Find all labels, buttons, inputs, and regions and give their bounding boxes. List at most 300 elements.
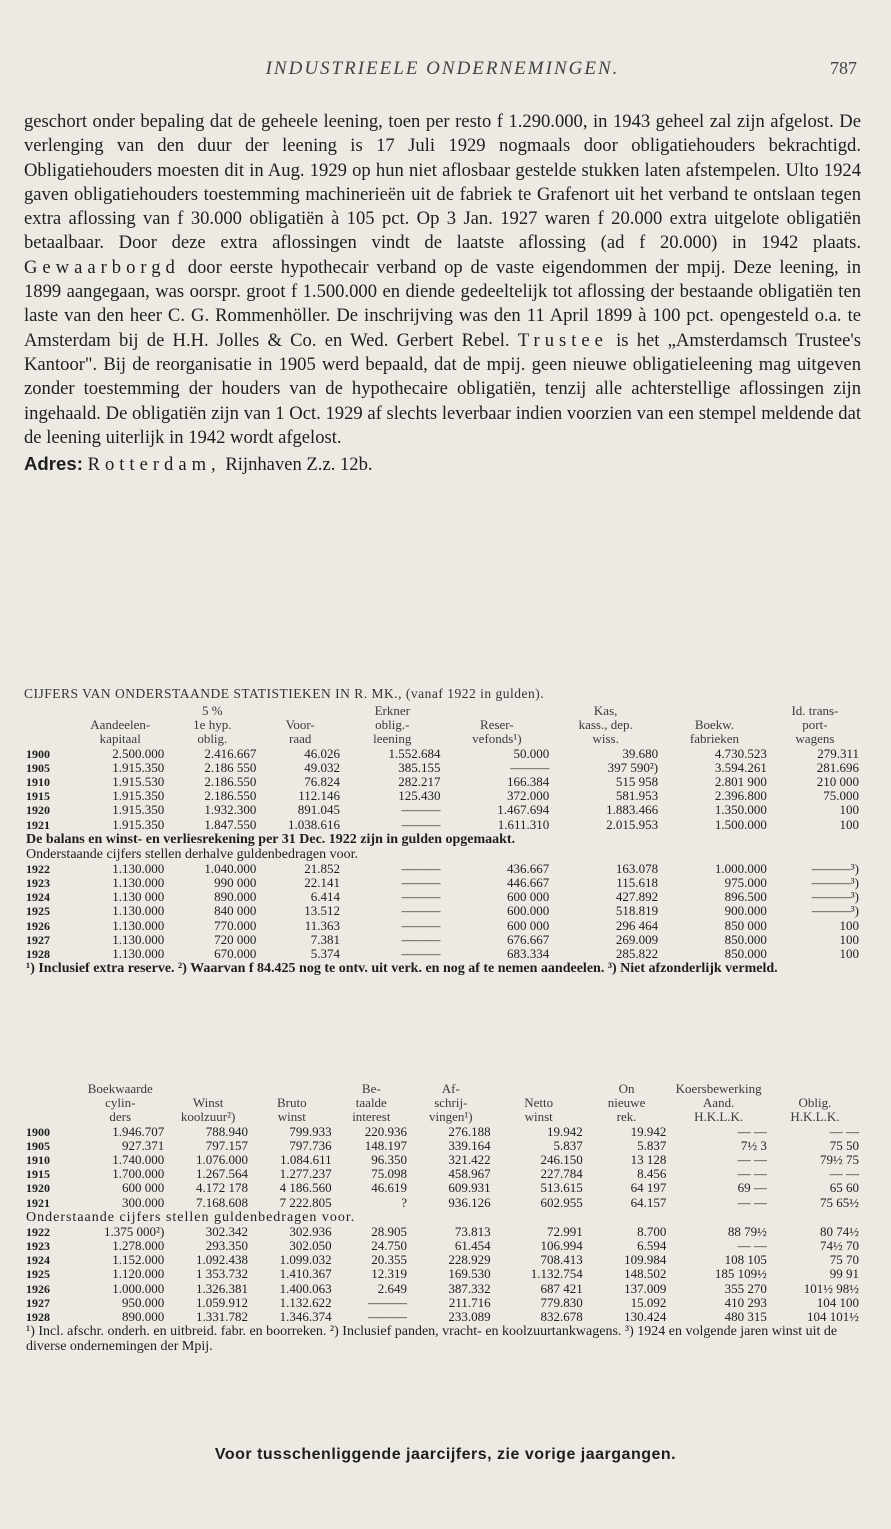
year-cell: 1927 xyxy=(26,1295,50,1310)
year-cell: 1910 xyxy=(26,1153,50,1168)
table-cell: 163.078 xyxy=(615,861,659,876)
table-cell: 279.311 xyxy=(817,746,859,761)
year-cell: 1925 xyxy=(26,1267,50,1282)
table-cell: 1.932.300 xyxy=(204,803,257,818)
table-cell: 1.740.000 xyxy=(112,1153,165,1168)
header-cell: Aandeelen- xyxy=(90,718,151,733)
header-cell: Id. trans- xyxy=(791,704,839,718)
table-row xyxy=(24,1167,861,1181)
year-cell: 1922 xyxy=(26,1224,50,1239)
table-cell: 69 — xyxy=(737,1181,767,1196)
table-cell: 285.822 xyxy=(615,947,659,962)
table-cell: 246.150 xyxy=(540,1153,583,1168)
table-cell: 125.430 xyxy=(398,789,441,804)
table-cell: 670.000 xyxy=(214,947,257,962)
table-cell: 446.667 xyxy=(507,876,550,891)
header-cell xyxy=(166,1082,250,1096)
header-cell: kapitaal xyxy=(99,732,141,747)
table-cell: 600 000 xyxy=(507,918,550,933)
table-row xyxy=(24,1225,861,1239)
table-cell: 4.730.523 xyxy=(714,746,767,761)
year-cell: 1915 xyxy=(26,1167,50,1182)
year-cell: 1910 xyxy=(26,775,50,790)
address-line xyxy=(24,452,861,477)
header-cell: nieuwe xyxy=(607,1096,646,1111)
header-cell: Boekw. xyxy=(694,718,735,733)
table-cell: 1 353.732 xyxy=(195,1267,248,1282)
header-cell: 1e hyp. xyxy=(193,718,232,733)
table-cell: 75.000 xyxy=(823,789,859,804)
table-cell: 19.942 xyxy=(546,1124,583,1139)
table-cell: 228.929 xyxy=(448,1253,491,1268)
table-row xyxy=(24,1181,861,1195)
year-cell: 1925 xyxy=(26,904,50,919)
table-cell: 436.667 xyxy=(507,861,550,876)
table-cell: 100 xyxy=(839,932,859,947)
header-cell: cylin- xyxy=(105,1096,136,1111)
table-cell: 321.422 xyxy=(448,1153,491,1168)
header-cell: kass., dep. xyxy=(578,718,633,733)
table-cell: 890.000 xyxy=(122,1310,165,1325)
table-cell: 1.346.374 xyxy=(279,1310,332,1325)
year-cell: 1924 xyxy=(26,1253,50,1268)
table-cell: 339.164 xyxy=(448,1138,491,1153)
table-row xyxy=(24,1310,861,1324)
header-cell: leening xyxy=(373,732,412,747)
header-cell: oblig.- xyxy=(375,718,410,733)
year-cell: 1926 xyxy=(26,1281,50,1296)
table-cell: 74½ 70 xyxy=(820,1239,859,1254)
table-cell: 1.076.000 xyxy=(195,1153,248,1168)
table-row xyxy=(24,761,861,775)
table-cell: 75 70 xyxy=(829,1253,859,1268)
statistics-table-2 xyxy=(24,1082,861,1354)
table-cell: 24.750 xyxy=(371,1239,407,1254)
table-cell: — — xyxy=(829,1124,859,1139)
table-cell: 7.168.608 xyxy=(195,1195,248,1210)
table-cell: 76.824 xyxy=(304,775,341,790)
table-cell: 797.157 xyxy=(205,1138,248,1153)
table-cell: 1.326.381 xyxy=(195,1281,248,1296)
header-cell: oblig. xyxy=(197,732,228,747)
header-cell: wagens xyxy=(795,732,835,747)
table-cell: ——— xyxy=(401,918,441,933)
header-cell: taalde xyxy=(355,1096,387,1111)
table-cell: 1.467.694 xyxy=(497,803,550,818)
table-cell: 1.277.237 xyxy=(279,1167,332,1182)
table-cell: ——— xyxy=(401,904,441,919)
text-part-2: door eerste hypothecair verband op de vaste eigendommen der mpij. Deze leening, in 1899 aangegaan, was oorspr. groot f 1.500.000 en diende gedeeltelijk tot aflossing der bestaande obligatiën ten laste van den heer C. G. Rommenhöller. De inschrijving was den 11 April 1899 à 100 pct. opengesteld o.a. te Amsterdam bij de H.H. Jolles & Co. en Wed. Gerbert Rebel. xyxy=(24,256,861,351)
year-cell: 1927 xyxy=(26,932,50,947)
header-cell: koolzuur²) xyxy=(180,1110,236,1125)
table-cell: 1.000.000 xyxy=(112,1281,165,1296)
table-cell: 600.000 xyxy=(507,904,550,919)
table-cell: ——— xyxy=(401,861,441,876)
table-cell: 1.099.032 xyxy=(279,1253,332,1268)
header-cell xyxy=(24,1110,74,1124)
table-row xyxy=(24,747,861,761)
table-cell: ——— xyxy=(401,932,441,947)
table-cell: — — xyxy=(737,1239,767,1254)
table-cell: 1.130.000 xyxy=(112,904,165,919)
table-cell: 1.946.707 xyxy=(112,1124,165,1139)
table-cell: 480 315 xyxy=(724,1310,767,1325)
table-cell: 1.132.754 xyxy=(530,1267,583,1282)
table-row xyxy=(24,890,861,904)
table-cell: 100 xyxy=(839,803,859,818)
table-cell: 80 74½ xyxy=(820,1224,859,1239)
table-cell: 6.414 xyxy=(310,890,341,905)
header-cell: Reser- xyxy=(480,718,514,733)
year-cell: 1905 xyxy=(26,760,50,775)
table-row xyxy=(24,1267,861,1281)
header-cell xyxy=(493,1082,585,1096)
table-cell: 2.649 xyxy=(377,1281,407,1296)
table-cell: — — xyxy=(737,1124,767,1139)
table-cell: 687 421 xyxy=(540,1281,583,1296)
table-cell: 410 293 xyxy=(724,1295,767,1310)
table-cell: 683.334 xyxy=(507,947,550,962)
header-cell xyxy=(660,704,769,718)
table-cell: 227.784 xyxy=(540,1167,583,1182)
table-cell: 3.594.261 xyxy=(714,760,767,775)
table-cell: 1.084.611 xyxy=(280,1153,332,1168)
table-cell: 1.278.000 xyxy=(112,1239,165,1254)
table-cell: 8.456 xyxy=(637,1167,667,1182)
table-cell: ——— xyxy=(401,947,441,962)
table-cell: 7½ 3 xyxy=(740,1138,767,1153)
header-cell: Koersbewerking xyxy=(675,1082,762,1096)
table-cell: 79½ 75 xyxy=(820,1153,859,1168)
table-cell: 1.552.684 xyxy=(388,746,441,761)
table-cell: ——— xyxy=(401,803,441,818)
table-row xyxy=(24,789,861,803)
table-cell: 850.000 xyxy=(724,932,767,947)
header-cell xyxy=(24,1096,74,1110)
table-cell: 302.936 xyxy=(289,1224,332,1239)
table-cell: 602.955 xyxy=(540,1195,583,1210)
table-row xyxy=(24,919,861,933)
table-cell: 385.155 xyxy=(398,760,441,775)
table-cell: 49.032 xyxy=(304,760,341,775)
table-cell: 372.000 xyxy=(507,789,550,804)
footnote-2: ¹) Incl. afschr. onderh. en uitbreid. fabr. en boorreken. ²) Inclusief panden, vracht- en koolzuurtankwagens. ³) 1924 en volgende jaren winst uit de diverse ondernemingen der Mpij. xyxy=(26,1324,838,1355)
table-cell: 518.819 xyxy=(615,904,659,919)
header-cell: vefonds¹) xyxy=(472,732,522,747)
running-title: INDUSTRIEELE ONDERNEMINGEN. xyxy=(265,58,620,79)
header-cell: Winst xyxy=(192,1096,224,1111)
table-cell: 115.618 xyxy=(616,876,659,891)
table-row xyxy=(24,818,861,832)
table-cell: 1.611.310 xyxy=(497,817,550,832)
table-row xyxy=(24,1239,861,1253)
footer-note: Voor tusschenliggende jaarcijfers, zie vorige jaargangen. xyxy=(214,1446,677,1463)
year-cell: 1920 xyxy=(26,803,50,818)
table-cell: 7.381 xyxy=(310,932,341,947)
table-cell: 75 65½ xyxy=(820,1195,859,1210)
table-cell: 88 79½ xyxy=(727,1224,767,1239)
table-cell: 99 91 xyxy=(829,1267,859,1282)
table-cell: 990 000 xyxy=(214,876,257,891)
table-cell: ? xyxy=(401,1195,407,1210)
table-cell: 1.038.616 xyxy=(288,817,341,832)
table-cell: 169.530 xyxy=(448,1267,491,1282)
table-cell: 1.915.530 xyxy=(112,775,165,790)
table-cell: 28.905 xyxy=(371,1224,407,1239)
table-cell: 5.837 xyxy=(553,1138,583,1153)
table-cell: 269.009 xyxy=(615,932,659,947)
table-cell: ———³) xyxy=(811,890,859,905)
header-cell: interest xyxy=(352,1110,391,1125)
header-cell: Boekwaarde xyxy=(87,1082,153,1096)
header-cell: H.K.L.K. xyxy=(694,1110,744,1125)
table-cell: 1.915.350 xyxy=(112,789,165,804)
header-cell: vingen¹) xyxy=(429,1110,473,1125)
table-row xyxy=(24,1282,861,1296)
table-cell: 4 186.560 xyxy=(279,1181,332,1196)
table-cell: 936.126 xyxy=(448,1195,491,1210)
footnote-1: ¹) Inclusief extra reserve. ²) Waarvan f 84.425 nog te ontv. uit verk. en nog af te nemen aandeelen. ³) Niet afzonderlijk vermeld. xyxy=(26,961,778,977)
table-cell: 185 109½ xyxy=(714,1267,767,1282)
table-caption: CIJFERS VAN ONDERSTAANDE STATISTIEKEN IN R. MK., (vanaf 1922 in gulden). xyxy=(24,686,545,701)
year-cell: 1928 xyxy=(26,1310,50,1325)
address-label: Adres: xyxy=(24,453,83,475)
statistics-table-1 xyxy=(24,686,861,976)
header-cell xyxy=(24,732,74,746)
table-cell: 1.915.350 xyxy=(112,803,165,818)
table-cell: 1.130 000 xyxy=(112,890,165,905)
year-cell: 1921 xyxy=(26,817,50,832)
address-street: Rijnhaven Z.z. 12b. xyxy=(225,454,373,476)
header-cell xyxy=(250,1082,334,1096)
table-cell: 296 464 xyxy=(615,918,659,933)
table-row xyxy=(24,947,861,961)
table-cell: 1.120.000 xyxy=(112,1267,165,1282)
table-cell: 210 000 xyxy=(816,775,859,790)
table-cell: 355 270 xyxy=(724,1281,767,1296)
table-cell: 458.967 xyxy=(448,1167,491,1182)
table-cell: 720 000 xyxy=(214,932,257,947)
table-cell: 1.130.000 xyxy=(112,918,165,933)
year-cell: 1922 xyxy=(26,861,50,876)
table-cell: 1.375 000²) xyxy=(104,1224,165,1239)
table-cell: 2.500.000 xyxy=(112,746,165,761)
table-cell: 1.700.000 xyxy=(112,1167,165,1182)
table-row xyxy=(24,876,861,890)
header-row xyxy=(24,1110,861,1124)
header-cell: H.K.L.K. xyxy=(790,1110,840,1125)
table-cell: 1.847.550 xyxy=(204,817,257,832)
table-cell: 233.089 xyxy=(448,1310,491,1325)
table-cell: 797.736 xyxy=(289,1138,332,1153)
table-cell: 2.186 550 xyxy=(204,760,257,775)
table-cell: 1.350.000 xyxy=(714,803,767,818)
text-part-1: geschort onder bepaling dat de geheele leening, toen per resto f 1.290.000, in 1943 geheel zal zijn afgelost. De verlenging van den duur der leening is 17 Juli 1929 nogmaals door obligatiehouders bekrachtigd. Obligatiehouders moesten dit in Aug. 1929 op hun niet aflosbaar gestelde stukken laten afstempelen. Ulto 1924 gaven obligatiehouders toestemming machinerieën uit de fabriek te Grafenort uit het verband te ontslaan tegen extra aflossing van f 30.000 obligatiën à 105 pct. Op 3 Jan. 1927 waren f 20.000 extra uitgelote obligatiën betaalbaar. Door deze extra aflossingen vindt de laatste aflossing (ad f 20.000) in 1942 plaats. xyxy=(24,111,861,254)
table-cell: 8.700 xyxy=(637,1224,667,1239)
year-cell: 1926 xyxy=(26,918,50,933)
table-cell: ——— xyxy=(401,890,441,905)
header-cell: Netto xyxy=(524,1096,554,1111)
header-cell: On xyxy=(618,1082,635,1096)
table-cell: 513.615 xyxy=(540,1181,583,1196)
header-cell: Bruto xyxy=(277,1096,307,1111)
table-cell: 1.400.063 xyxy=(279,1281,332,1296)
table-cell: 11.363 xyxy=(304,918,341,933)
table-cell: 2.186.550 xyxy=(204,789,257,804)
table-cell: ——— xyxy=(401,817,441,832)
header-cell: Aand. xyxy=(702,1096,735,1111)
table-cell: 427.892 xyxy=(615,890,659,905)
table-row xyxy=(24,904,861,918)
note-balance: De balans en winst- en verliesrekening per 31 Dec. 1922 zijn in gulden opgemaakt. xyxy=(26,831,516,847)
table-cell: 788.940 xyxy=(205,1124,248,1139)
address-city: Rotterdam, xyxy=(87,454,221,476)
table-cell: 600 000 xyxy=(507,890,550,905)
table-cell: 65 60 xyxy=(829,1181,859,1196)
table-cell: 100 xyxy=(839,947,859,962)
table-cell: 22.141 xyxy=(304,876,341,891)
header-cell: winst xyxy=(277,1110,306,1125)
header-cell xyxy=(24,704,74,718)
table-2 xyxy=(24,1082,861,1354)
table-cell: 130.424 xyxy=(624,1310,667,1325)
table-cell: 1.267.564 xyxy=(195,1167,248,1182)
header-cell: 5 % xyxy=(202,704,223,718)
header-cell: fabrieken xyxy=(689,732,739,747)
table-cell: 7 222.805 xyxy=(279,1195,332,1210)
table-cell: 850.000 xyxy=(724,947,767,962)
table-cell: 1.152.000 xyxy=(112,1253,165,1268)
table-cell: 96.350 xyxy=(371,1153,407,1168)
header-cell xyxy=(24,1082,74,1096)
table-cell: 900.000 xyxy=(724,904,767,919)
year-cell: 1915 xyxy=(26,789,50,804)
paragraph xyxy=(24,110,861,450)
header-cell: port- xyxy=(802,718,828,733)
table-cell: 1.331.782 xyxy=(195,1310,248,1325)
table-cell: 2.801 900 xyxy=(714,775,767,790)
table-cell: 64.157 xyxy=(630,1195,667,1210)
header-cell: wiss. xyxy=(592,732,619,747)
table-cell: 2.015.953 xyxy=(606,817,659,832)
table-row xyxy=(24,775,861,789)
table-cell: 12.319 xyxy=(371,1267,407,1282)
header-cell: Voor- xyxy=(285,718,315,733)
year-cell: 1921 xyxy=(26,1195,50,1210)
header-cell xyxy=(74,704,166,718)
header-cell: Be- xyxy=(361,1082,381,1096)
table-cell: — — xyxy=(829,1167,859,1182)
header-cell: Af- xyxy=(441,1082,460,1096)
table-cell: 281.696 xyxy=(816,760,859,775)
table-row xyxy=(24,1196,861,1210)
header-cell: winst xyxy=(524,1110,553,1125)
table-row xyxy=(24,1125,861,1139)
table-cell: 927.371 xyxy=(122,1138,165,1153)
table-cell: 300.000 xyxy=(122,1195,165,1210)
year-cell: 1900 xyxy=(26,746,50,761)
table-cell: 850 000 xyxy=(724,918,767,933)
header-cell xyxy=(24,718,74,732)
text-part-3: is het „Amsterdamsch Trustee's Kantoor". Bij de reorganisatie in 1905 werd bepaald, dat de mpij. geen nieuwe obligatieleening mag uitgeven zonder toestemming der houders van de hypothecaire obligatiën, tenzij alle achterstellige aflossingen zijn ingehaald. De obligatiën zijn van 1 Oct. 1929 af slechts leverbaar indien voorzien van een stempel meldende dat de leening uiterlijk in 1942 wordt afgelost. xyxy=(24,329,862,448)
table-cell: 106.994 xyxy=(540,1239,583,1254)
table-cell: 1.092.438 xyxy=(195,1253,248,1268)
table-cell: 1.130.000 xyxy=(112,932,165,947)
note-gulden-2: Onderstaande cijfers stellen guldenbedragen voor. xyxy=(26,1209,356,1225)
header-cell: schrij- xyxy=(434,1096,468,1111)
table-cell: 581.953 xyxy=(615,789,659,804)
table-cell: 515 958 xyxy=(615,775,659,790)
table-cell: 2.416.667 xyxy=(204,746,257,761)
table-cell: 100 xyxy=(839,918,859,933)
table-cell: 1.000.000 xyxy=(714,861,767,876)
table-cell: 137.009 xyxy=(624,1281,667,1296)
table-cell: 75 50 xyxy=(829,1138,859,1153)
table-cell: 166.384 xyxy=(507,775,550,790)
header-cell: Kas, xyxy=(593,704,618,718)
table-cell: 890.000 xyxy=(214,890,257,905)
table-cell: 72.991 xyxy=(546,1224,583,1239)
table-cell: 20.355 xyxy=(371,1253,407,1268)
table-row xyxy=(24,1296,861,1310)
table-cell: — — xyxy=(737,1153,767,1168)
year-cell: 1923 xyxy=(26,1239,50,1254)
table-cell: ———³) xyxy=(811,904,859,919)
table-cell: 609.931 xyxy=(448,1181,491,1196)
table-cell: 799.933 xyxy=(289,1124,332,1139)
table-cell: ——— xyxy=(367,1310,407,1325)
table-cell: 600 000 xyxy=(122,1181,165,1196)
table-cell: 19.942 xyxy=(630,1124,667,1139)
table-cell: ———³) xyxy=(811,861,859,876)
table-cell: 220.936 xyxy=(364,1124,407,1139)
table-cell: 104 101½ xyxy=(807,1310,859,1325)
table-cell: 950.000 xyxy=(122,1295,165,1310)
table-row xyxy=(24,1139,861,1153)
header-cell: rek. xyxy=(616,1110,637,1125)
table-cell: 302.342 xyxy=(205,1224,248,1239)
table-cell: 21.852 xyxy=(304,861,341,876)
note-gulden: Onderstaande cijfers stellen derhalve guldenbedragen voor. xyxy=(26,846,358,862)
table-row xyxy=(24,803,861,817)
table-cell: 293.350 xyxy=(205,1239,248,1254)
table-cell: 1.059.912 xyxy=(195,1295,248,1310)
table-cell: 387.332 xyxy=(448,1281,491,1296)
table-cell: 832.678 xyxy=(540,1310,583,1325)
table-cell: 109.984 xyxy=(624,1253,667,1268)
table-cell: 975.000 xyxy=(724,876,767,891)
table-cell: 46.026 xyxy=(304,746,341,761)
table-cell: ——— xyxy=(401,876,441,891)
table-cell: 779.830 xyxy=(540,1295,583,1310)
table-cell: 148.197 xyxy=(364,1138,407,1153)
table-cell: 1.040.000 xyxy=(204,861,257,876)
table-cell: 891.045 xyxy=(297,803,341,818)
gewaarborgd-label: Gewaarborgd xyxy=(24,256,180,278)
table-cell: 770.000 xyxy=(214,918,257,933)
table-cell: — — xyxy=(737,1195,767,1210)
table-cell: 282.217 xyxy=(398,775,441,790)
table-cell: 211.716 xyxy=(448,1295,491,1310)
table-cell: 61.454 xyxy=(454,1239,491,1254)
table-cell: 108 105 xyxy=(724,1253,767,1268)
table-cell: 15.092 xyxy=(630,1295,667,1310)
table-cell: 1.130.000 xyxy=(112,861,165,876)
header-cell xyxy=(769,1082,861,1096)
table-cell: 708.413 xyxy=(540,1253,583,1268)
table-cell: 112.146 xyxy=(298,789,341,804)
header-cell: Erkner xyxy=(374,704,410,718)
